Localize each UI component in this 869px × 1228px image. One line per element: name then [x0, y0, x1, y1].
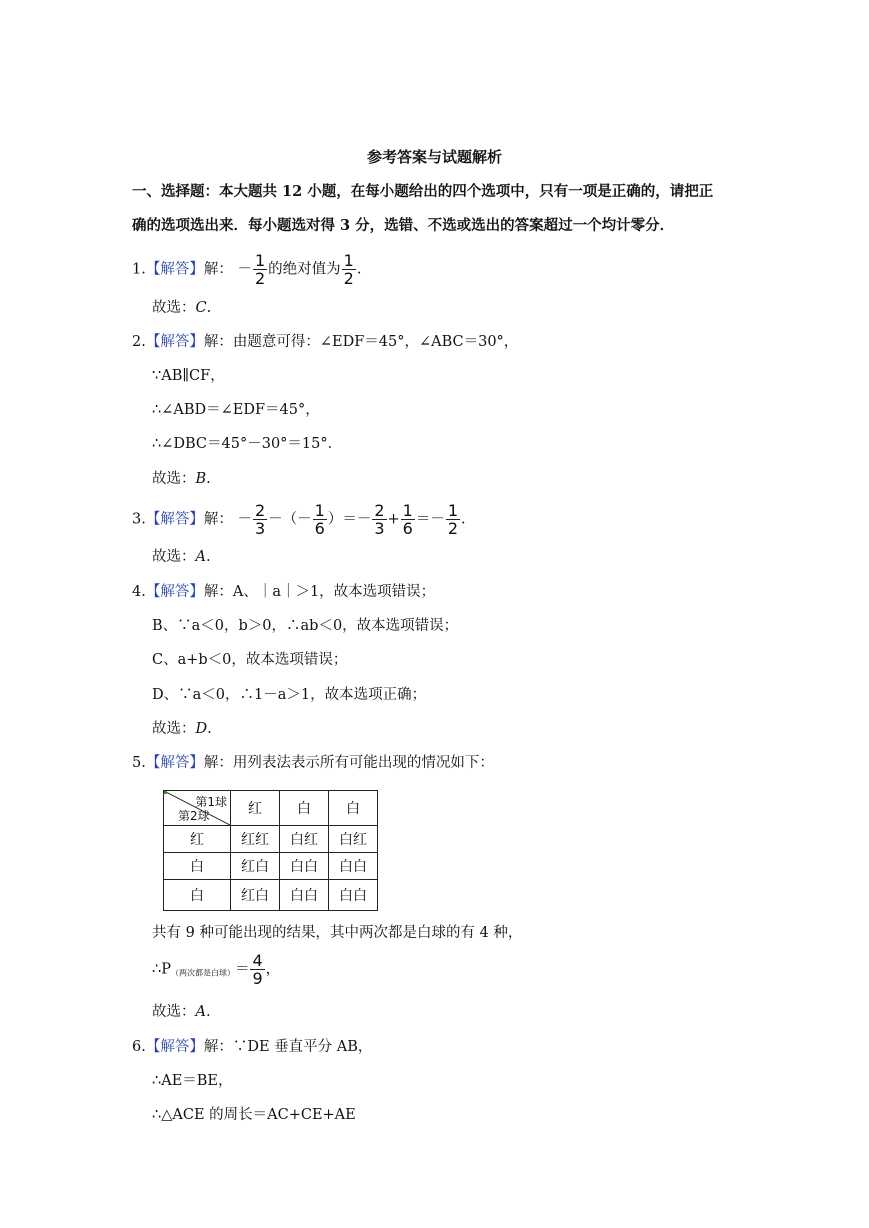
answer-dot: . — [205, 1004, 211, 1020]
q3-line — [132, 502, 466, 537]
numerator: 1 — [343, 251, 354, 270]
q4-line2: B、∵a＜0，b＞0，∴ab＜0，故本选项错误； — [152, 618, 459, 634]
answer-choice: B — [195, 471, 207, 487]
answer-label: 故选： — [152, 721, 196, 737]
header-second-ball: 第2球 — [178, 809, 210, 823]
q6-number: 6. — [132, 1039, 146, 1055]
q3-op: + — [387, 511, 400, 528]
table-row — [164, 826, 378, 853]
q6-line1 — [132, 1035, 372, 1056]
q5-probability — [152, 952, 280, 987]
answer-dot: . — [206, 471, 211, 487]
answer-choice: C — [195, 300, 207, 316]
answer-dot: . — [205, 549, 211, 565]
numerator: 4 — [252, 951, 263, 970]
table-cell: 白白 — [280, 880, 329, 911]
numerator: 1 — [314, 501, 325, 520]
denominator: 6 — [314, 519, 325, 538]
table-header-cell: 白 — [329, 791, 378, 826]
q3-number: 3. — [132, 511, 146, 528]
q3-fraction-a — [253, 502, 267, 537]
denominator: 2 — [447, 519, 459, 538]
denominator: 3 — [374, 519, 385, 538]
table-header-row — [164, 791, 378, 826]
answer-choice: A — [195, 1004, 206, 1020]
q1-line — [132, 252, 361, 287]
table-cell: 红红 — [231, 826, 280, 853]
table-header-cell: 白 — [280, 791, 329, 826]
q4-answer — [152, 717, 212, 738]
section-heading-line2: 确的选项选出来．每小题选对得 3 分，选错、不选或选出的答案超过一个均计零分． — [132, 217, 675, 234]
denominator: 2 — [254, 269, 266, 288]
q5-tag: 【解答】 — [145, 755, 204, 771]
numerator: 1 — [447, 501, 459, 520]
table-cell: 白 — [164, 880, 231, 911]
q1-fraction-2 — [342, 252, 356, 287]
q5-line2: 共有 9 种可能出现的结果，其中两次都是白球的有 4 种， — [152, 925, 523, 941]
q4-text: 解：A、｜a｜＞1，故本选项错误； — [203, 584, 436, 600]
numerator: 1 — [254, 251, 266, 270]
corner-marker — [164, 791, 167, 794]
q5-line1 — [132, 751, 494, 772]
q3-answer — [152, 545, 211, 566]
q3-fraction-d — [401, 502, 415, 537]
q1-tag: 【解答】 — [145, 261, 204, 278]
probability-subscript: （两次都是白球） — [170, 968, 235, 978]
answer-label: 故选： — [152, 1004, 196, 1020]
denominator: 6 — [402, 519, 413, 538]
q3-fraction-b — [313, 502, 327, 537]
answer-label: 故选： — [152, 549, 196, 565]
table-cell: 白白 — [329, 853, 378, 880]
q6-text: 解：∵DE 垂直平分 AB， — [203, 1039, 373, 1055]
numerator: 1 — [402, 501, 413, 520]
q3-fraction-e — [446, 502, 460, 537]
diagonal-header-cell — [164, 791, 231, 826]
q1-fraction-1 — [253, 252, 267, 287]
q3-op: ）＝－ — [327, 511, 372, 528]
q6-line3: ∴△ACE 的周长＝AC+CE+AE — [152, 1107, 356, 1123]
q1-mid: 的绝对值为 — [268, 261, 341, 278]
table-cell: 红 — [164, 826, 231, 853]
denominator: 2 — [343, 269, 354, 288]
q4-tag: 【解答】 — [145, 584, 204, 600]
table-row — [164, 853, 378, 880]
q4-line3: C、a+b＜0，故本选项错误； — [152, 652, 348, 668]
answer-choice: D — [195, 721, 208, 737]
q5-end: ， — [265, 961, 281, 978]
answer-choice: A — [195, 549, 206, 565]
table-cell: 红白 — [231, 880, 280, 911]
q4-line4: D、∵a＜0，∴1－a＞1，故本选项正确； — [152, 687, 427, 703]
q2-answer — [152, 467, 211, 488]
page-title: 参考答案与试题解析 — [366, 148, 502, 166]
header-first-ball: 第1球 — [195, 795, 227, 809]
q6-tag: 【解答】 — [145, 1039, 204, 1055]
denominator: 3 — [254, 519, 266, 538]
table-cell: 红白 — [231, 853, 280, 880]
q1-answer — [152, 296, 211, 317]
q1-number: 1. — [132, 261, 146, 278]
equals-sign: ＝ — [234, 961, 250, 978]
q2-line2: ∵AB∥CF， — [152, 368, 225, 384]
q2-number: 2. — [132, 334, 146, 350]
q2-line4: ∴∠DBC＝45°－30°＝15°． — [152, 436, 343, 452]
answer-label: 故选： — [152, 300, 196, 316]
q3-tag: 【解答】 — [145, 511, 204, 528]
q3-op: ＝－ — [415, 511, 445, 528]
q2-line3: ∴∠ABD＝∠EDF＝45°， — [152, 402, 320, 418]
section-heading-line1: 一、选择题：本大题共 12 小题，在每小题给出的四个选项中，只有一项是正确的，请把正 — [132, 183, 714, 200]
numerator: 2 — [254, 501, 266, 520]
answer-label: 故选： — [152, 471, 196, 487]
denominator: 9 — [252, 969, 263, 988]
q3-end: . — [461, 511, 466, 528]
q3-jie: 解： — [203, 511, 233, 528]
table-cell: 白白 — [329, 880, 378, 911]
q1-jie: 解： — [203, 261, 233, 278]
answer-dot: . — [206, 300, 212, 316]
table-cell: 白红 — [280, 826, 329, 853]
table-cell: 白 — [164, 853, 231, 880]
q3-fraction-c — [372, 502, 386, 537]
q5-text: 解：用列表法表示所有可能出现的情况如下： — [203, 755, 494, 771]
q1-end: . — [356, 261, 362, 278]
table-cell: 白白 — [280, 853, 329, 880]
q4-line1 — [132, 580, 435, 601]
q4-number: 4. — [132, 584, 146, 600]
q5-number: 5. — [132, 755, 146, 771]
q2-tag: 【解答】 — [145, 334, 204, 350]
q3-op: － — [237, 511, 252, 528]
q5-answer — [152, 1000, 211, 1021]
q1-neg: － — [237, 261, 252, 278]
numerator: 2 — [374, 501, 385, 520]
answer-dot: . — [207, 721, 212, 737]
table-row — [164, 880, 378, 911]
q3-op: －（－ — [268, 511, 312, 528]
q2-line1 — [132, 330, 518, 351]
probability-symbol: ∴P — [152, 961, 171, 978]
table-cell: 白红 — [329, 826, 378, 853]
probability-table — [163, 790, 378, 911]
table-header-cell: 红 — [231, 791, 280, 826]
probability-fraction — [250, 952, 264, 987]
q2-text: 解：由题意可得：∠EDF＝45°，∠ABC＝30°， — [203, 334, 519, 350]
q6-line2: ∴AE＝BE， — [152, 1073, 233, 1089]
